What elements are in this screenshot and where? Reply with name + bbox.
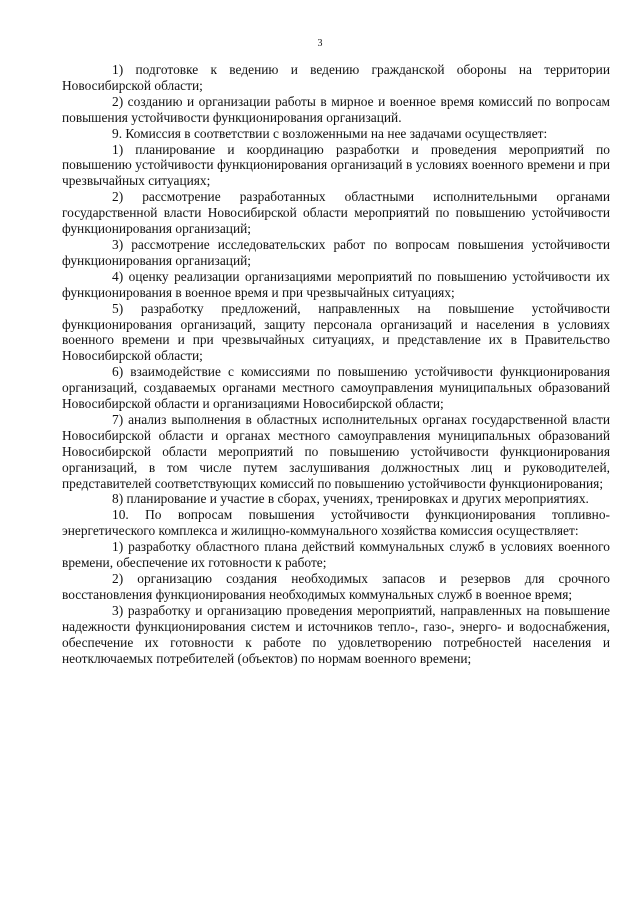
paragraph: 2) рассмотрение разработанных областными исполнительными органами государственной власти Новосибирской области мероприятий по повышению устойчивости функционирования организаций; <box>62 189 610 237</box>
paragraph: 1) разработку областного плана действий коммунальных служб в условиях военного времени, обеспечение их готовности к работе; <box>62 539 610 571</box>
paragraph: 3) рассмотрение исследовательских работ по вопросам повышения устойчивости функционирования организаций; <box>62 236 610 268</box>
paragraph: 2) организацию создания необходимых запасов и резервов для срочного восстановления функционирования необходимых коммунальных служб в военное время; <box>62 571 610 602</box>
document-body <box>62 62 610 666</box>
paragraph: 9. Комиссия в соответствии с возложенными на нее задачами осуществляет: <box>112 125 548 141</box>
paragraph: 5) разработку предложений, направленных на повышение устойчивости функционирования организаций, защиту персонала организаций и населения в условиях военного времени и при чрезвычайных ситуациях, и представление их в Правительство Новосибирской области; <box>62 300 610 364</box>
paragraph: 2) созданию и организации работы в мирное и военное время комиссий по вопросам повышения устойчивости функционирования организаций. <box>62 93 610 125</box>
paragraph: 1) подготовке к ведению и ведению гражданской обороны на территории Новосибирской области; <box>62 62 610 93</box>
paragraph: 8) планирование и участие в сборах, учениях, тренировках и других мероприятиях. <box>112 491 589 507</box>
paragraph: 3) разработку и организацию проведения мероприятий, направленных на повышение надежности функционирования систем и источников тепло-, газо-, энерго- и водоснабжения, обеспечение их готовности к работе по удовлетворению потребностей населения и неотключаемых потребителей (объектов) по нормам военного времени; <box>62 602 610 666</box>
paragraph: 1) планирование и координацию разработки и проведения мероприятий по повышению устойчивости функционирования организаций в условиях военного времени и при чрезвычайных ситуациях; <box>62 141 610 189</box>
page-number: 3 <box>317 38 323 49</box>
paragraph: 7) анализ выполнения в областных исполнительных органах государственной власти Новосибирской области и органах местного самоуправления муниципальных образований Новосибирской области мероприятий по повышению устойчивости функционирования организаций, в том числе путем заслушивания должностных лиц и руководителей, представителей соответствующих комиссий по повышению устойчивости функционирования; <box>62 411 610 491</box>
paragraph: 6) взаимодействие с комиссиями по повышению устойчивости функционирования организаций, создаваемых органами местного самоуправления муниципальных образований Новосибирской области и организациями Новосибирской области; <box>62 364 610 412</box>
paragraph: 10. По вопросам повышения устойчивости функционирования топливно-энергетического комплекса и жилищно-коммунального хозяйства комиссия осуществляет: <box>62 507 610 539</box>
paragraph: 4) оценку реализации организациями мероприятий по повышению устойчивости их функционирования в военное время и при чрезвычайных ситуациях; <box>62 268 610 300</box>
